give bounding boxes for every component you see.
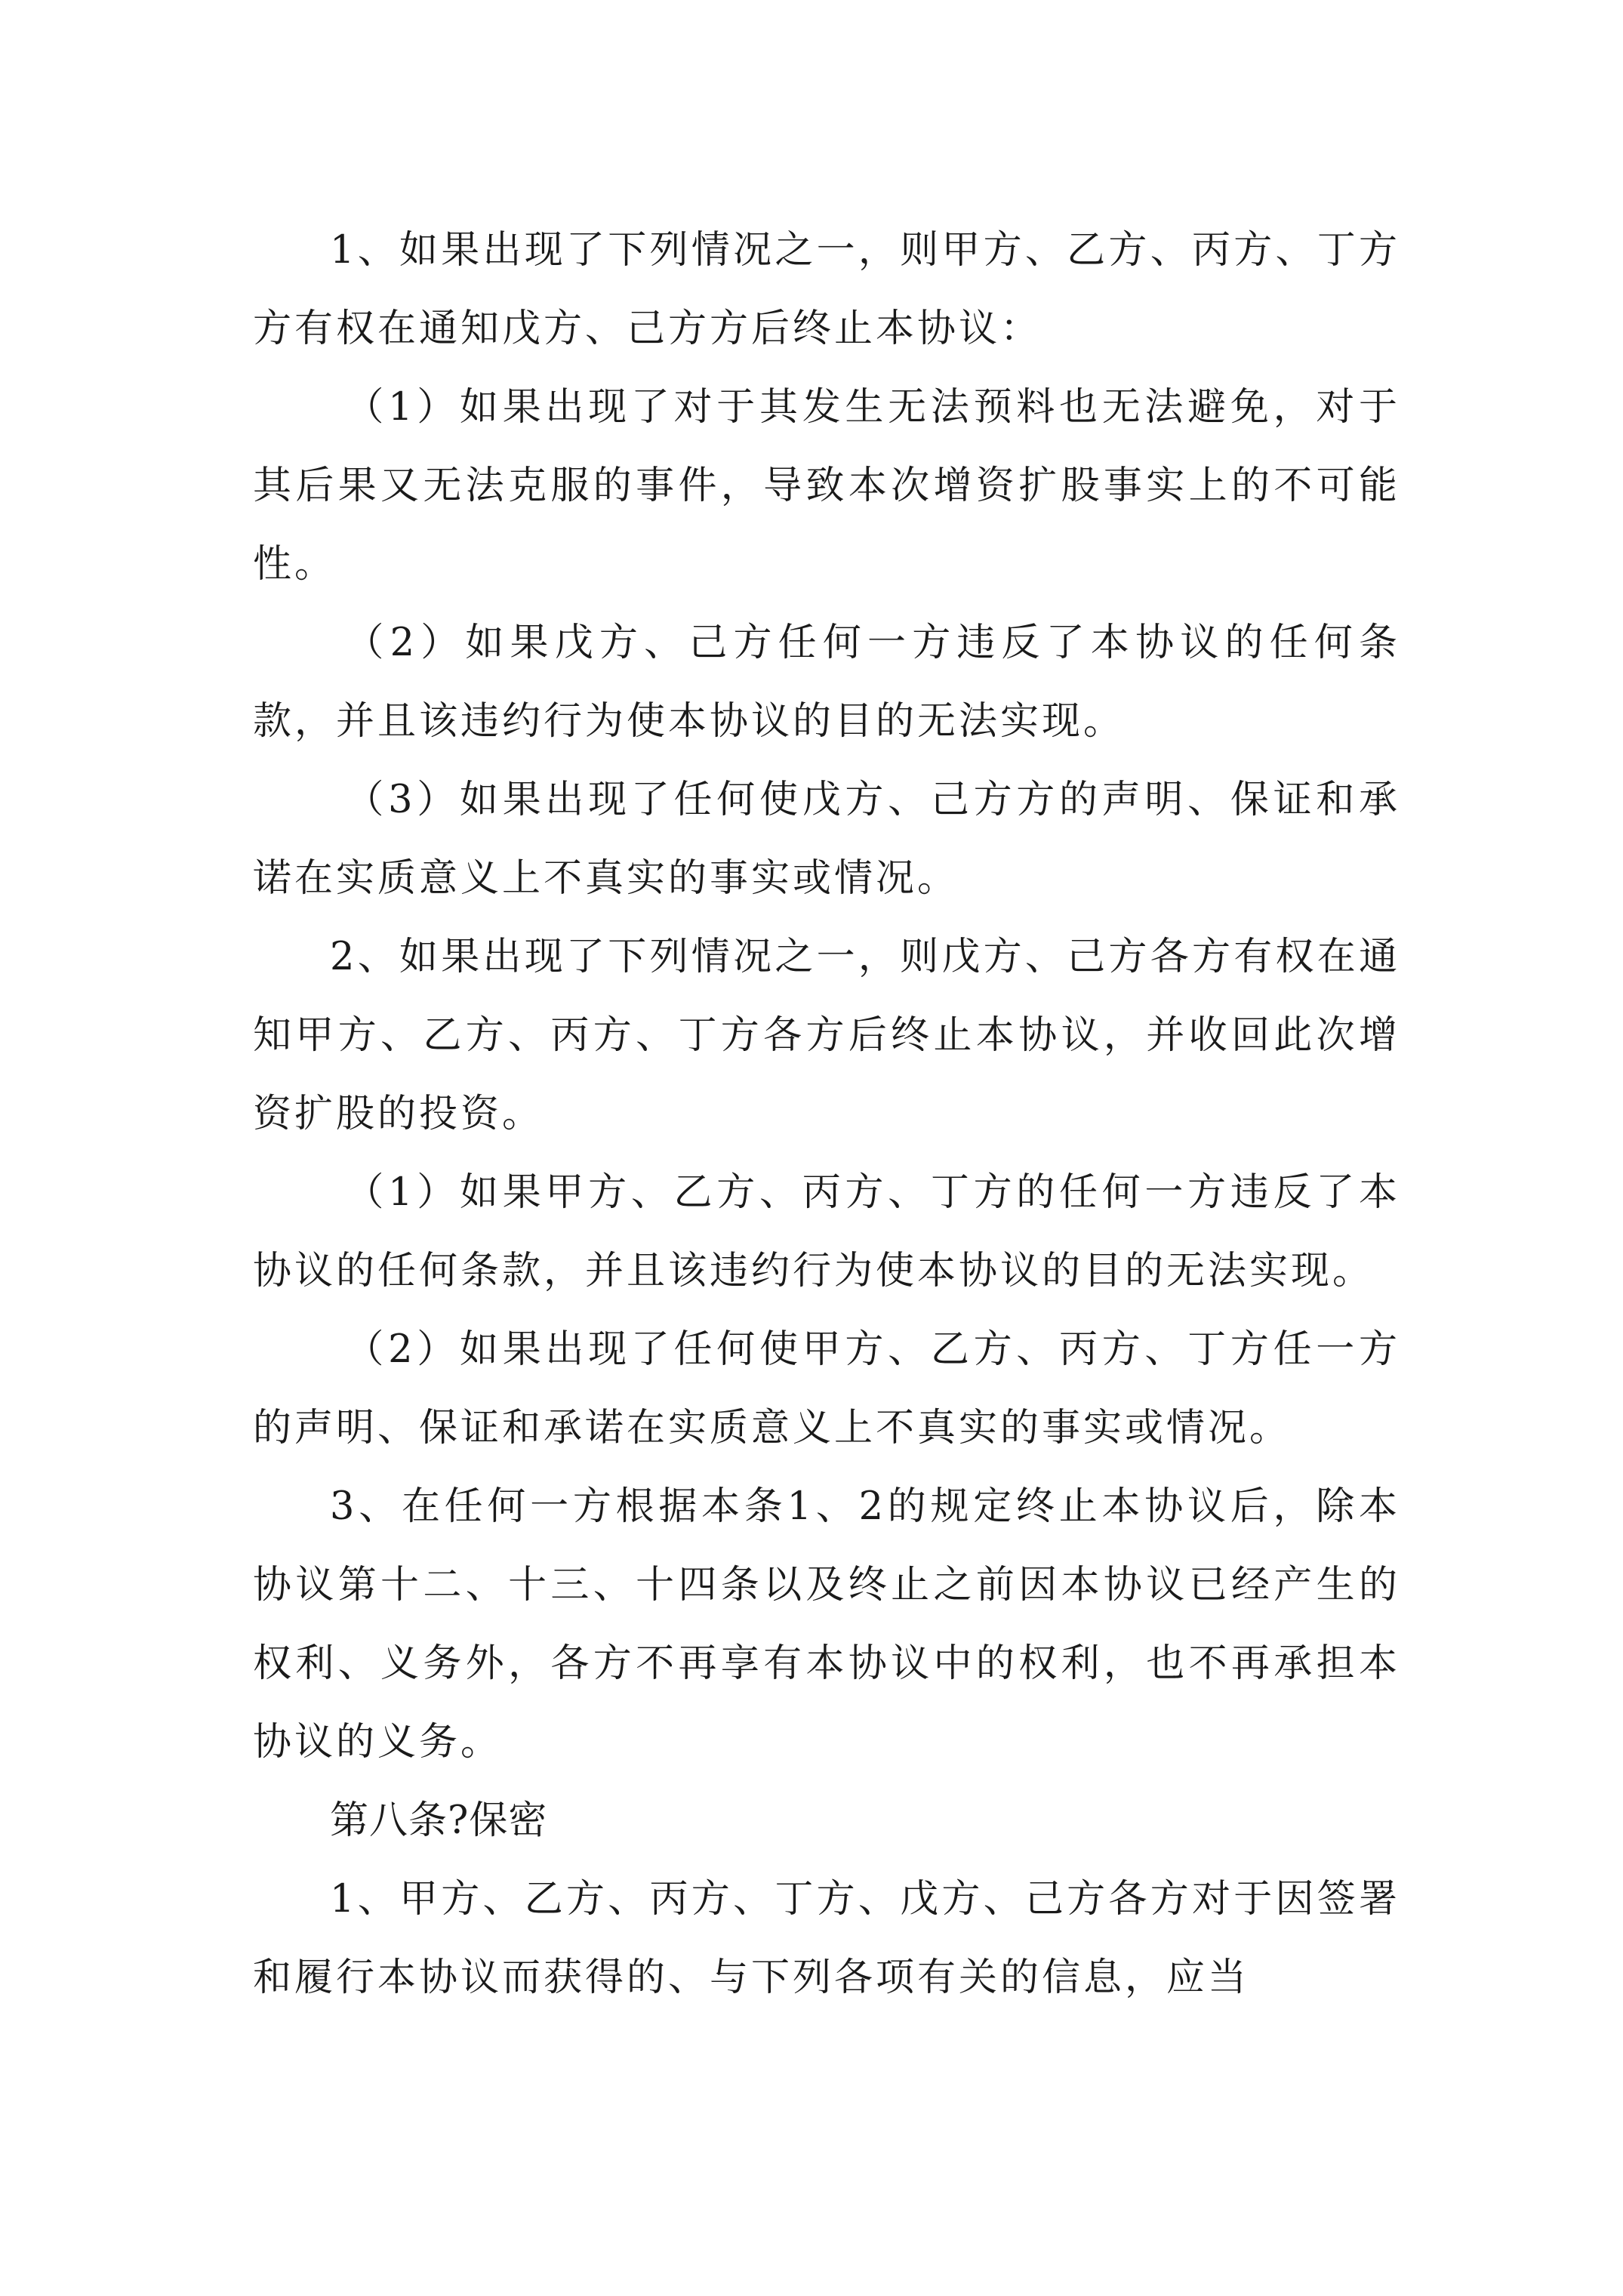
sub-clause-paragraph: （2）如果出现了任何使甲方、乙方、丙方、丁方任一方的声明、保证和承诺在实质意义上不真实的事实或情况。 [253,1327,1400,1450]
clause-paragraph: 1、甲方、乙方、丙方、丁方、戊方、己方各方对于因签署和履行本协议而获得的、与下列各项有关的信息，应当 [253,1877,1400,2000]
document-body [253,211,1400,2017]
clause-paragraph: 3、在任何一方根据本条1、2的规定终止本协议后，除本协议第十二、十三、十四条以及终止之前因本协议已经产生的权利、义务外，各方不再享有本协议中的权利，也不再承担本协议的义务。 [253,1484,1400,1764]
sub-clause-paragraph: （2）如果戊方、己方任何一方违反了本协议的任何条款，并且该违约行为使本协议的目的无法实现。 [253,621,1400,744]
sub-clause-paragraph: （1）如果出现了对于其发生无法预料也无法避免，对于其后果又无法克服的事件，导致本次增资扩股事实上的不可能性。 [253,385,1400,587]
article-heading: 第八条?保密 [330,1798,548,1843]
sub-clause-paragraph: （1）如果甲方、乙方、丙方、丁方的任何一方违反了本协议的任何条款，并且该违约行为使本协议的目的无法实现。 [253,1170,1400,1293]
clause-paragraph: 1、如果出现了下列情况之一，则甲方、乙方、丙方、丁方方有权在通知戊方、己方方后终止本协议： [253,228,1400,351]
sub-clause-paragraph: （3）如果出现了任何使戊方、己方方的声明、保证和承诺在实质意义上不真实的事实或情况。 [253,778,1400,901]
clause-paragraph: 2、如果出现了下列情况之一，则戊方、己方各方有权在通知甲方、乙方、丙方、丁方各方后终止本协议，并收回此次增资扩股的投资。 [253,935,1400,1136]
